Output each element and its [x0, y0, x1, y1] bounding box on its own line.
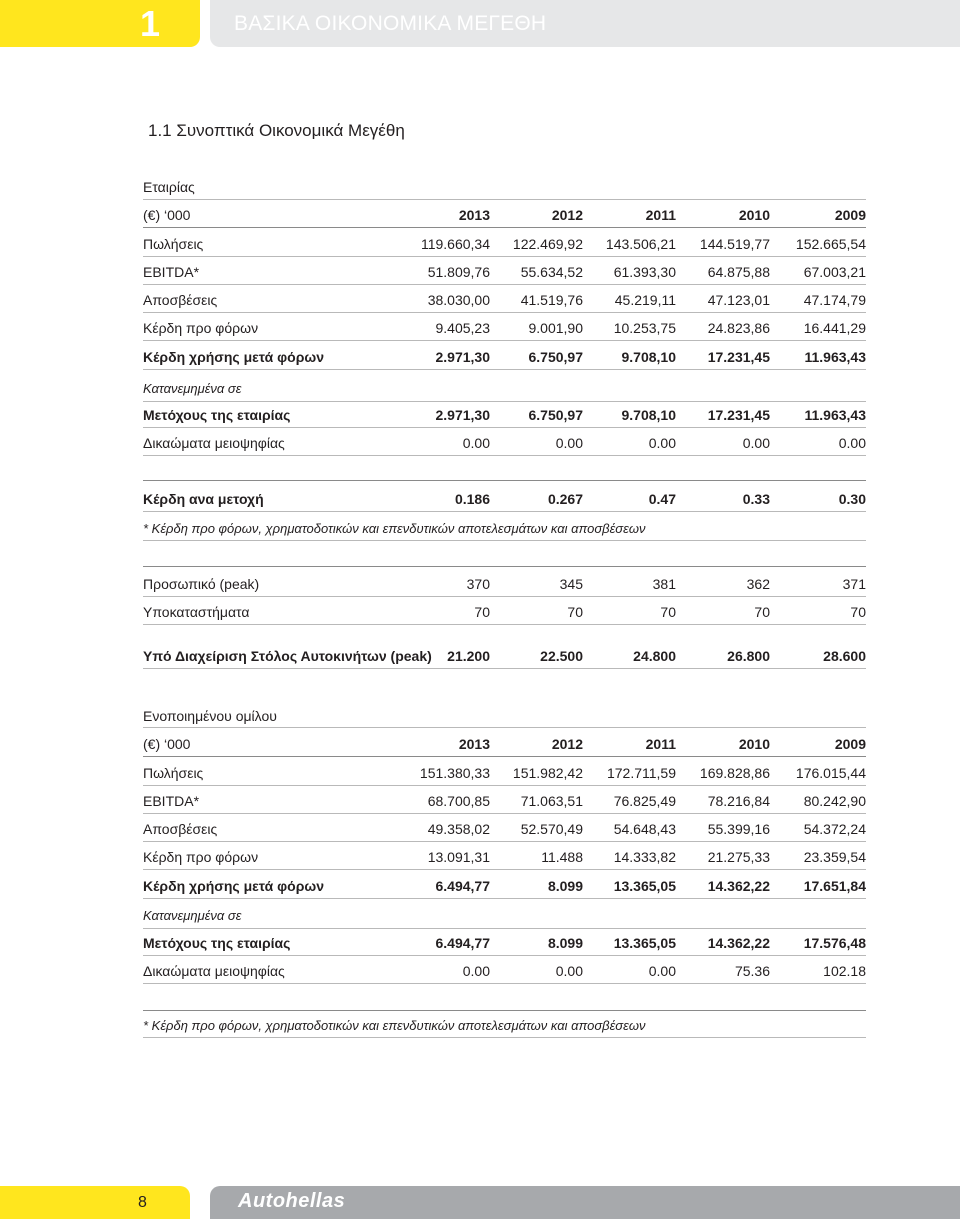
group-row-value: 17.651,84	[803, 878, 866, 894]
divider	[143, 983, 866, 984]
group-row-value: 14.362,22	[707, 935, 770, 951]
company-row-value: 144.519,77	[699, 236, 770, 252]
divider	[143, 284, 866, 285]
group-row-value: 49.358,02	[427, 821, 490, 837]
chapter-title: ΒΑΣΙΚΑ ΟΙΚΟΝΟΜΙΚΑ ΜΕΓΕΘΗ	[234, 12, 547, 35]
group-row-value: 8.099	[547, 935, 583, 951]
divider	[143, 727, 866, 728]
chapter-title-bar	[210, 0, 960, 47]
company-row-value: 0.33	[742, 491, 770, 507]
company-row-value: 0.00	[742, 435, 770, 451]
divider	[143, 199, 866, 200]
group-row-label: EBITDA*	[143, 793, 200, 809]
group-row-value: 176.015,44	[795, 765, 866, 781]
group-year-header: 2010	[738, 736, 770, 752]
footer-bar	[210, 1186, 960, 1219]
divider	[143, 312, 866, 313]
divider	[143, 841, 866, 842]
company-row-value: 9.708,10	[621, 407, 676, 423]
group-row-label: Μετόχους της εταιρίας	[143, 935, 291, 951]
group-footnote: * Κέρδη προ φόρων, χρηματοδοτικών και επενδυτικών αποτελεσμάτων και αποσβέσεων	[143, 1018, 646, 1033]
group-row-label: Κατανεμημένα σε	[143, 908, 242, 923]
company-row-value: 11.963,43	[804, 407, 866, 423]
group-row-value: 52.570,49	[520, 821, 583, 837]
group-row-value: 102.18	[823, 963, 866, 979]
company-row-value: 41.519,76	[520, 292, 583, 308]
divider	[143, 756, 866, 757]
company-row-value: 0.00	[462, 435, 490, 451]
company-row-value: 10.253,75	[613, 320, 676, 336]
page-number: 8	[138, 1194, 147, 1211]
group-row-value: 13.365,05	[613, 878, 676, 894]
divider	[143, 668, 866, 669]
company-row-value: 47.123,01	[707, 292, 770, 308]
divider	[143, 624, 866, 625]
divider	[143, 1037, 866, 1038]
company-year-header: 2009	[834, 207, 866, 223]
company-extra-row-value: 70	[850, 604, 866, 620]
group-row-label: Αποσβέσεις	[143, 821, 218, 837]
company-extra-row-value: 70	[567, 604, 583, 620]
divider	[143, 955, 866, 956]
group-row-value: 55.399,16	[707, 821, 770, 837]
divider	[143, 869, 866, 870]
group-row-value: 14.362,22	[707, 878, 770, 894]
company-row-value: 11.963,43	[804, 349, 866, 365]
company-row-value: 0.00	[648, 435, 676, 451]
company-extra-row-value: 70	[660, 604, 676, 620]
group-row-value: 151.982,42	[512, 765, 583, 781]
company-row-value: 6.750,97	[528, 407, 583, 423]
group-row-value: 11.488	[541, 849, 583, 865]
group-row-label: Κέρδη προ φόρων	[143, 849, 259, 865]
group-row-value: 0.00	[555, 963, 583, 979]
divider	[143, 401, 866, 402]
company-row-value: 61.393,30	[613, 264, 676, 280]
group-unit-label: (€) ‘000	[143, 736, 191, 752]
group-row-value: 75.36	[734, 963, 770, 979]
company-row-value: 16.441,29	[803, 320, 866, 336]
group-row-value: 172.711,59	[606, 765, 676, 781]
company-row-value: 0.186	[454, 491, 490, 507]
company-row-value: 0.00	[838, 435, 866, 451]
group-row-value: 8.099	[547, 878, 583, 894]
group-row-label: Δικαώματα μειοψηφίας	[143, 963, 285, 979]
divider	[143, 369, 866, 370]
divider	[143, 785, 866, 786]
company-extra-row-value: 26.800	[727, 648, 770, 664]
group-year-header: 2013	[458, 736, 490, 752]
divider	[143, 540, 866, 541]
company-year-header: 2011	[645, 207, 676, 223]
company-row-label: Αποσβέσεις	[143, 292, 218, 308]
company-row-value: 0.00	[555, 435, 583, 451]
group-row-value: 21.275,33	[707, 849, 770, 865]
company-row-label: Μετόχους της εταιρίας	[143, 407, 291, 423]
group-row-value: 17.576,48	[803, 935, 866, 951]
divider	[143, 1010, 866, 1011]
company-row-value: 0.30	[838, 491, 866, 507]
group-row-value: 80.242,90	[803, 793, 866, 809]
group-row-value: 71.063,51	[520, 793, 583, 809]
group-row-value: 0.00	[648, 963, 676, 979]
divider	[143, 928, 866, 929]
company-row-value: 9.708,10	[621, 349, 676, 365]
company-extra-row-value: 371	[842, 576, 866, 592]
company-row-value: 2.971,30	[435, 349, 490, 365]
chapter-number: 1	[140, 3, 161, 44]
company-row-value: 9.405,23	[435, 320, 490, 336]
company-extra-row-value: 22.500	[540, 648, 583, 664]
brand-logo: Autohellas	[238, 1190, 346, 1212]
group-row-value: 6.494,77	[435, 935, 490, 951]
divider	[143, 898, 866, 899]
company-row-value: 55.634,52	[520, 264, 583, 280]
company-row-label: EBITDA*	[143, 264, 200, 280]
group-row-value: 13.365,05	[613, 935, 676, 951]
company-row-value: 17.231,45	[707, 349, 770, 365]
divider	[143, 566, 866, 567]
company-extra-row-value: 362	[746, 576, 770, 592]
group-row-value: 151.380,33	[419, 765, 490, 781]
company-extra-row-value: 28.600	[823, 648, 866, 664]
company-row-value: 51.809,76	[427, 264, 490, 280]
divider	[143, 340, 866, 341]
divider	[143, 596, 866, 597]
company-unit-label: (€) ‘000	[143, 207, 191, 223]
company-extra-row-value: 21.200	[447, 648, 490, 664]
company-extra-row-value: 70	[474, 604, 490, 620]
company-year-header: 2010	[738, 207, 770, 223]
company-row-value: 64.875,88	[707, 264, 770, 280]
group-row-label: Πωλήσεις	[143, 765, 204, 781]
page-number-box	[0, 1186, 190, 1219]
company-extra-row-value: 24.800	[633, 648, 676, 664]
company-row-label: Κατανεμημένα σε	[143, 381, 242, 396]
company-extra-row-label: Υποκαταστήματα	[143, 604, 250, 620]
divider	[143, 227, 866, 228]
group-year-header: 2009	[834, 736, 866, 752]
group-row-value: 76.825,49	[613, 793, 676, 809]
divider	[143, 511, 866, 512]
company-row-value: 45.219,11	[614, 292, 676, 308]
company-extra-row-value: 70	[754, 604, 770, 620]
section-title: 1.1 Συνοπτικά Οικονομικά Μεγέθη	[148, 121, 405, 140]
company-row-value: 24.823,86	[707, 320, 770, 336]
divider	[143, 813, 866, 814]
company-extra-row-value: 381	[652, 576, 676, 592]
company-row-value: 2.971,30	[435, 407, 490, 423]
group-year-header: 2012	[551, 736, 583, 752]
group-row-value: 54.648,43	[613, 821, 676, 837]
company-row-label: Κέρδη προ φόρων	[143, 320, 259, 336]
company-extra-row-label: Υπό Διαχείριση Στόλος Αυτοκινήτων (peak)	[143, 648, 432, 664]
group-row-value: 169.828,86	[699, 765, 770, 781]
company-extra-row-value: 370	[466, 576, 490, 592]
company-row-value: 143.506,21	[605, 236, 676, 252]
company-footnote: * Κέρδη προ φόρων, χρηματοδοτικών και επενδυτικών αποτελεσμάτων και αποσβέσεων	[143, 521, 646, 536]
company-row-value: 152.665,54	[795, 236, 866, 252]
company-row-label: Κέρδη χρήσης μετά φόρων	[143, 349, 324, 365]
group-row-value: 13.091,31	[427, 849, 490, 865]
company-row-value: 17.231,45	[707, 407, 770, 423]
company-row-value: 38.030,00	[427, 292, 490, 308]
company-year-header: 2012	[551, 207, 583, 223]
company-row-value: 122.469,92	[512, 236, 583, 252]
company-row-label: Πωλήσεις	[143, 236, 204, 252]
group-row-value: 78.216,84	[707, 793, 770, 809]
divider	[143, 427, 866, 428]
group-row-value: 23.359,54	[803, 849, 866, 865]
company-year-header: 2013	[458, 207, 490, 223]
divider	[143, 480, 866, 481]
company-row-value: 67.003,21	[803, 264, 866, 280]
company-row-value: 119.660,34	[420, 236, 490, 252]
divider	[143, 455, 866, 456]
company-row-value: 9.001,90	[528, 320, 583, 336]
chapter-number-box	[0, 0, 200, 47]
company-extra-row-label: Προσωπικό (peak)	[143, 576, 260, 592]
group-heading: Ενοποιημένου ομίλου	[143, 708, 277, 724]
group-year-header: 2011	[645, 736, 676, 752]
company-extra-row-value: 345	[559, 576, 583, 592]
group-row-value: 6.494,77	[435, 878, 490, 894]
group-row-value: 68.700,85	[427, 793, 490, 809]
company-row-value: 47.174,79	[803, 292, 866, 308]
group-row-value: 54.372,24	[803, 821, 866, 837]
group-row-value: 0.00	[462, 963, 490, 979]
group-row-label: Κέρδη χρήσης μετά φόρων	[143, 878, 324, 894]
company-heading: Εταιρίας	[143, 179, 195, 195]
divider	[143, 256, 866, 257]
company-row-value: 0.47	[648, 491, 676, 507]
company-row-value: 0.267	[547, 491, 583, 507]
company-row-value: 6.750,97	[528, 349, 583, 365]
company-row-label: Δικαώματα μειοψηφίας	[143, 435, 285, 451]
company-row-label: Κέρδη ανα μετοχή	[143, 491, 264, 507]
group-row-value: 14.333,82	[613, 849, 676, 865]
